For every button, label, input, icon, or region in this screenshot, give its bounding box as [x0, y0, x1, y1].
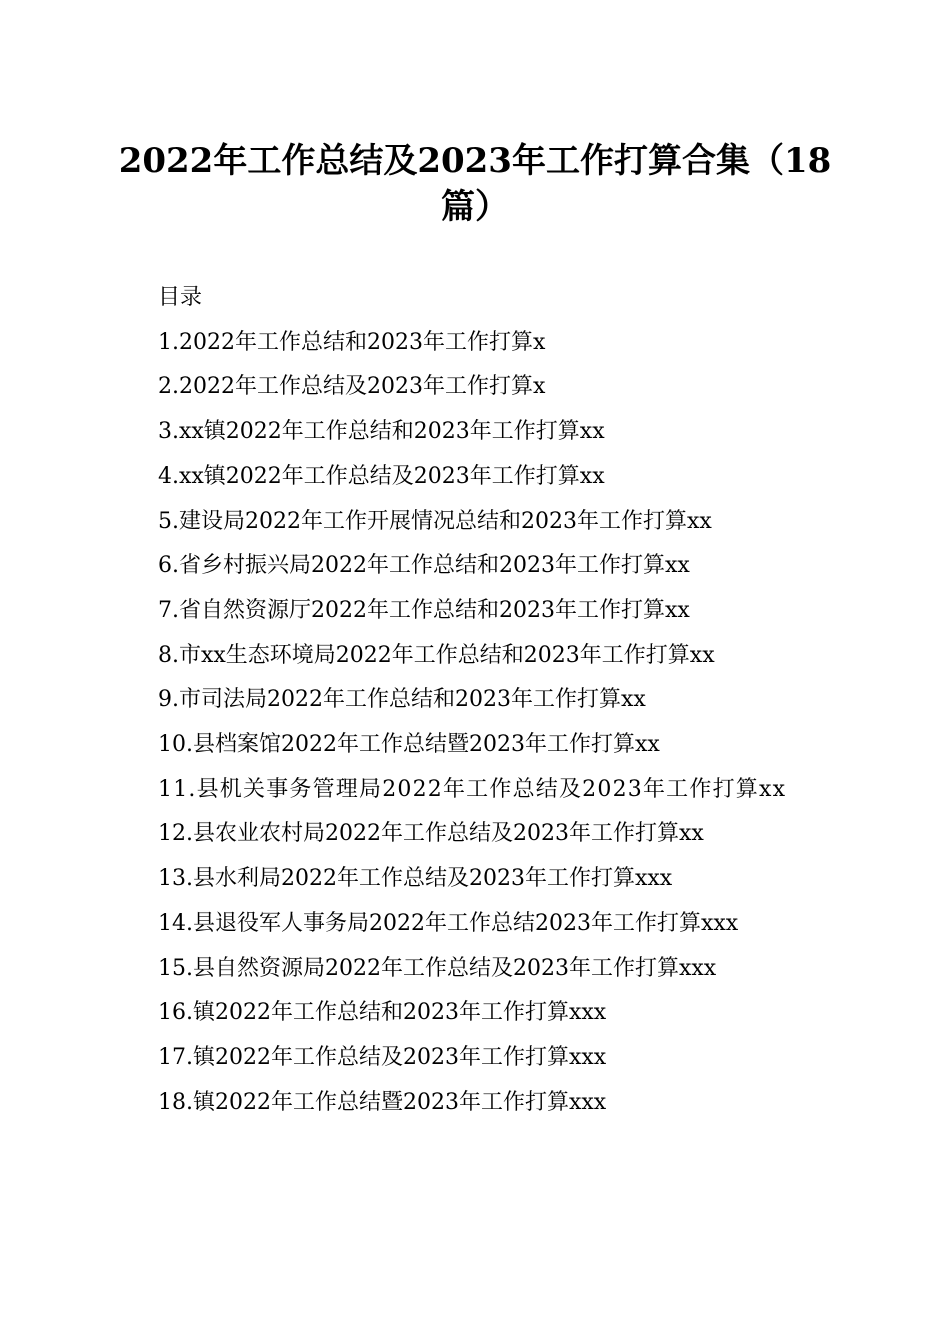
toc-item: 4.xx镇2022年工作总结及2023年工作打算xx [158, 463, 605, 489]
toc-item: 1.2022年工作总结和2023年工作打算x [158, 329, 546, 355]
toc-item: 9.市司法局2022年工作总结和2023年工作打算xx [158, 687, 646, 713]
toc-item: 2.2022年工作总结及2023年工作打算x [158, 374, 546, 400]
toc-item: 6.省乡村振兴局2022年工作总结和2023年工作打算xx [158, 553, 690, 579]
toc-item: 13.县水利局2022年工作总结及2023年工作打算xxx [158, 866, 673, 892]
toc-item: 3.xx镇2022年工作总结和2023年工作打算xx [158, 419, 605, 445]
toc-item: 7.省自然资源厅2022年工作总结和2023年工作打算xx [158, 597, 690, 623]
toc-item: 11.县机关事务管理局2022年工作总结及2023年工作打算xx [158, 776, 787, 802]
table-of-contents [118, 276, 830, 1125]
toc-item: 5.建设局2022年工作开展情况总结和2023年工作打算xx [158, 508, 712, 534]
toc-item: 18.镇2022年工作总结暨2023年工作打算xxx [158, 1089, 607, 1115]
toc-heading: 目录 [158, 285, 203, 310]
toc-item: 17.镇2022年工作总结及2023年工作打算xxx [158, 1044, 607, 1070]
toc-item: 12.县农业农村局2022年工作总结及2023年工作打算xx [158, 821, 704, 847]
toc-item: 15.县自然资源局2022年工作总结及2023年工作打算xxx [158, 955, 717, 981]
toc-item: 8.市xx生态环境局2022年工作总结和2023年工作打算xx [158, 642, 715, 668]
toc-item: 10.县档案馆2022年工作总结暨2023年工作打算xx [158, 732, 660, 758]
toc-item: 16.镇2022年工作总结和2023年工作打算xxx [158, 1000, 607, 1026]
document-title: 2022年工作总结及2023年工作打算合集（18篇） [118, 141, 832, 227]
toc-item: 14.县退役军人事务局2022年工作总结2023年工作打算xxx [158, 910, 739, 936]
